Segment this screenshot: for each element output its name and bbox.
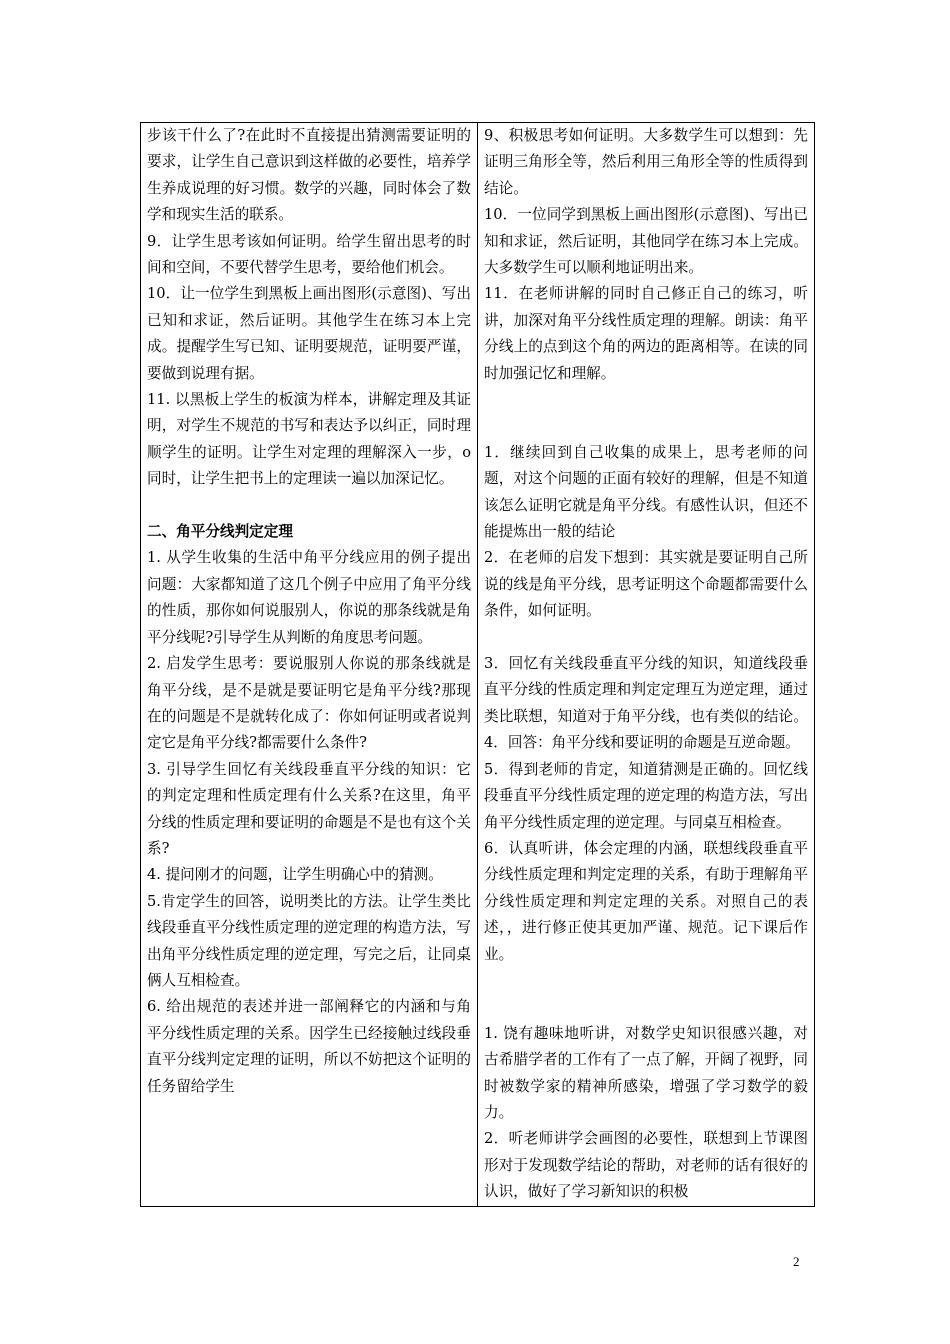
right-paragraph-6: 3．回忆有关线段垂直平分线的知识，知道线段垂直平分线的性质定理和判定定理互为逆定理，通过类比联想，知道对于角平分线，也有类似的结论。4．回答：角平分线和要证明的命题是互逆命题。 — [484, 655, 808, 752]
left-paragraph-4: 11. 以黑板上学生的板演为样本，讲解定理及其证明，对学生不规范的书写和表达予以纠正，同时理顺学生的证明。让学生对定理的理解深入一步，o同时，让学生把书上的定理读一遍以加深记忆。 — [147, 391, 471, 488]
blank-line — [484, 387, 808, 413]
right-paragraph-5: 2．在老师的启发下想到：其实就是要证明自己所说的线是角平分线，思考证明这个命题都需要什么条件，如何证明。 — [484, 549, 808, 620]
left-paragraph-7: 3. 引导学生回忆有关线段垂直平分线的知识：它的判定定理和性质定理有什么关系?在这里，角平分线的性质定理和要证明的命题是不是也有这个关系? — [147, 760, 471, 857]
left-paragraph-2: 9．让学生思考该如何证明。给学生留出思考的时间和空间，不要代替学生思考，要给他们机会。 — [147, 232, 471, 277]
blank-line — [147, 493, 471, 519]
left-paragraph-5: 1. 从学生收集的生活中角平分线应用的例子提出问题：大家都知道了这几个例子中应用了角平分线的性质，那你如何说服别人，你说的那条线就是角平分线呢?引导学生从判断的角度思考问题。 — [147, 549, 471, 646]
section-heading: 二、角平分线判定定理 — [147, 523, 293, 541]
blank-line — [484, 968, 808, 994]
blank-line — [484, 413, 808, 439]
lesson-plan-table — [140, 122, 815, 1207]
page-number: 2 — [793, 1254, 800, 1269]
left-paragraph-6: 2. 启发学生思考：要说服别人你说的那条线就是角平分线，是不是就是要证明它是角平分线?那现在的问题是不是就转化成了：你如何证明或者说判定它是角平分线?都需要什么条件? — [147, 655, 471, 752]
right-paragraph-4: 1．继续回到自己收集的成果上，思考老师的问题，对这个问题的正面有较好的理解，但是不知道该怎么证明它就是角平分线。有感性认识，但还不能提炼出一般的结论 — [484, 443, 808, 541]
right-paragraph-10: 2．听老师讲学会画图的必要性，联想到上节课图形对于发现数学结论的帮助，对老师的话有很好的认识，做好了学习新知识的积极 — [484, 1130, 808, 1201]
left-paragraph-1: 步该干什么了?在此时不直接提出猜测需要证明的要求，让学生自己意识到这样做的必要性，培养学生养成说理的好习惯。数学的兴趣，同时体会了数学和现实生活的联系。 — [147, 127, 471, 224]
teacher-activity-column — [141, 123, 478, 1207]
right-paragraph-3: 11．在老师讲解的同时自己修正自己的练习，听讲，加深对角平分线性质定理的理解。朗读：角平分线上的点到这个角的两边的距离相等。在读的同时加强记忆和理解。 — [484, 285, 808, 382]
right-paragraph-7: 5．得到老师的肯定，知道猜测是正确的。回忆线段垂直平分线性质定理的逆定理的构造方法，写出角平分线性质定理的逆定理。与同桌互相检查。 — [484, 760, 808, 831]
left-paragraph-9: 5.肯定学生的回答，说明类比的方法。让学生类比线段垂直平分线性质定理的逆定理的构造方法，写出角平分线性质定理的逆定理，写完之后，让同桌俩人互相检查。 — [147, 892, 471, 989]
right-paragraph-9: 1. 饶有趣味地听讲，对数学史知识很感兴趣，对古希腊学者的工作有了一点了解，开阔了视野，同时被数学家的精神所感染，增强了学习数学的毅力。 — [484, 1024, 808, 1121]
left-paragraph-3: 10．让一位学生到黑板上画出图形(示意图)、写出已知和求证，然后证明。其他学生在练习本上完成。提醒学生写已知、证明要规范，证明要严谨，要做到说理有据。 — [147, 285, 471, 382]
left-paragraph-8: 4. 提问刚才的问题，让学生明确心中的猜测。 — [147, 866, 443, 884]
right-paragraph-2: 10．一位同学到黑板上画出图形(示意图)、写出已知和求证，然后证明，其他同学在练习本上完成。大多数学生可以顺利地证明出来。 — [484, 206, 808, 277]
left-paragraph-10: 6. 给出规范的表述并进一部阐释它的内涵和与角平分线性质定理的关系。因学生已经接触过线段垂直平分线判定定理的证明，所以不妨把这个证明的任务留给学生 — [147, 998, 471, 1095]
blank-line — [484, 994, 808, 1020]
student-activity-column — [478, 123, 815, 1207]
blank-line — [484, 625, 808, 651]
right-paragraph-1: 9、积极思考如何证明。大多数学生可以想到：先证明三角形全等，然后利用三角形全等的性质得到结论。 — [484, 127, 808, 197]
right-paragraph-8: 6．认真听讲，体会定理的内涵，联想线段垂直平分线性质定理和判定定理的关系，有助于理解角平分线性质定理和判定定理的关系。对照自己的表述，，进行修正使其更加严谨、规范。记下课后作业。 — [484, 839, 808, 963]
table-row — [141, 123, 815, 1207]
